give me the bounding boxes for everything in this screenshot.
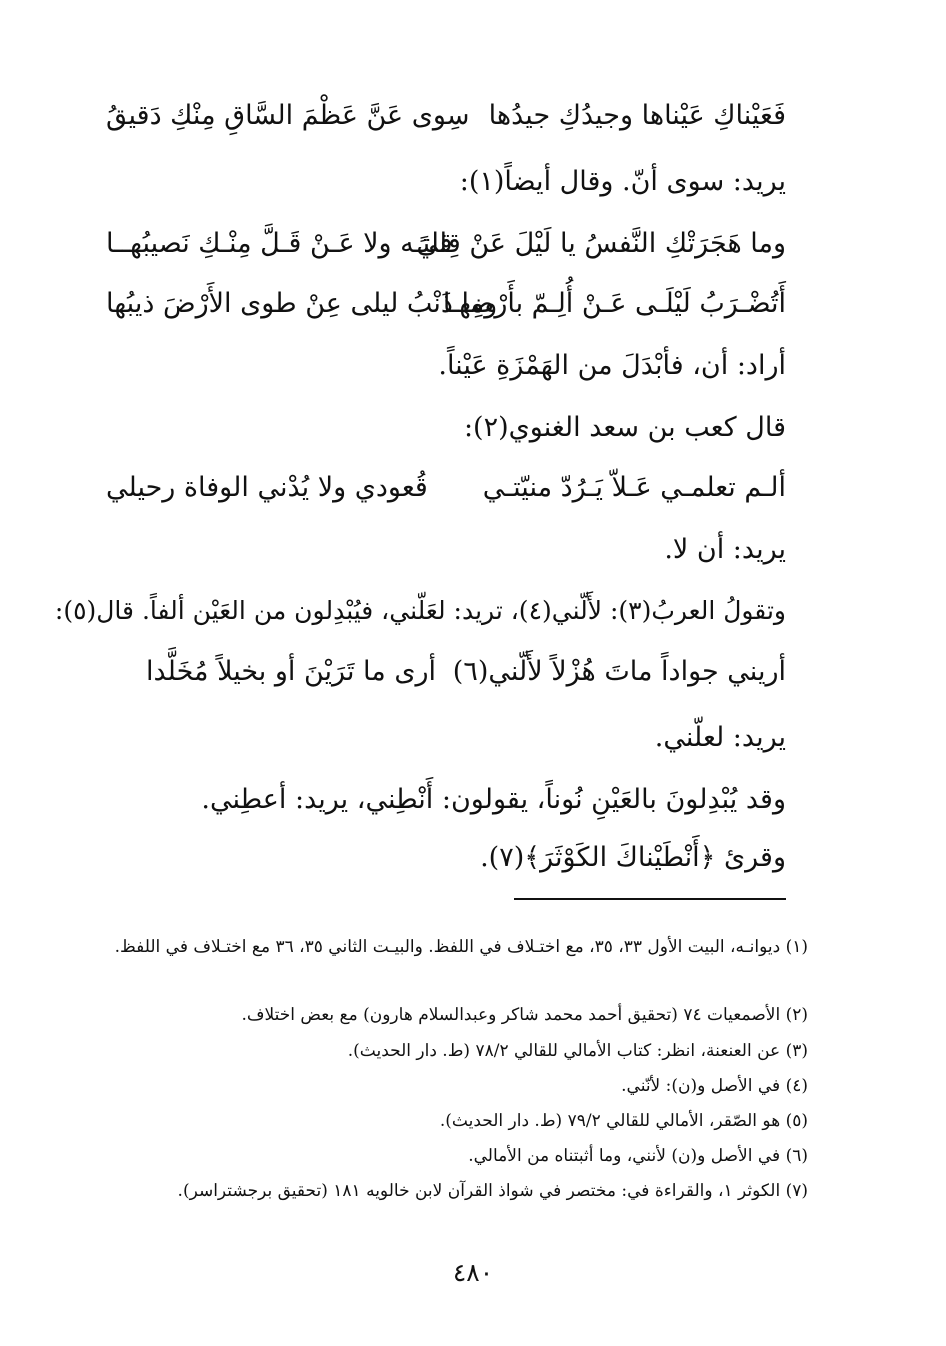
verse-5-second-hemistich: أرى ما تَرَيْنَ أو بخيلاً مُخَلَّدا <box>146 656 436 687</box>
verse-3-second-hemistich: وما ذَنْبُ ليلى عِنْ طوى الأَرْضَ ذيبُها <box>106 288 498 319</box>
verse-5-first-hemistich: أريني جواداً ماتَ هُزْلاً لأَلّني(٦) <box>452 656 786 687</box>
text-line-6: يريد: لعلّني. <box>654 722 786 753</box>
text-line-8: وقرئ ﴿أَنْطَيْناكَ الكَوْثَرَ﴾(٧). <box>480 842 786 873</box>
footnote-1: (١) ديوانـه، البيت الأول ٣٣، ٣٥، مع اختـلاف في اللفظ. والبيـت الثاني ٣٥، ٣٦ مع اختـلاف في اللفظ. <box>114 937 808 957</box>
text-line-1: يريد: سوى أنّ. وقال أيضاً(١): <box>459 166 786 197</box>
verse-3-first-hemistich: أَتُضْـرَبُ لَيْلَـى عَـنْ أُلِـمّ بأَرْضِهـا <box>442 288 786 319</box>
footnote-5: (٥) هو الصّقر، الأمالي للقالي ٧٩/٢ (ط. دار الحديث). <box>439 1111 808 1131</box>
verse-1-second-hemistich: سِوى عَنَّ عَظْمَ السَّاقِ مِنْكِ دَقيقُ <box>106 100 470 131</box>
text-line-5: وتقولُ العربُ(٣): لأَلّني(٤)، تريد: لعَلّني، فيُبْدِلون من العَيْن ألفاً. قال(٥): <box>54 596 786 625</box>
verse-4-first-hemistich: ألـم تعلمـي عَـلاّ يَـرُدّ منيّتـي <box>482 472 786 503</box>
text-line-4: يريد: أن لا. <box>664 534 786 565</box>
footnote-6: (٦) في الأصل و(ن) لأنني، وما أثبتناه من الأمالي. <box>468 1146 808 1166</box>
footnote-2: (٢) الأصمعيات ٧٤ (تحقيق أحمد محمد شاكر وعبدالسلام هارون) مع بعض اختلاف. <box>241 1005 808 1025</box>
text-line-7: وقد يُبْدِلونَ بالعَيْنِ نُوناً، يقولون: أَنْطِني، يريد: أعطِني. <box>201 784 786 815</box>
footnote-7: (٧) الكوثر ١، والقراءة في: مختصر في شواذ القرآن لابن خالويه ١٨١ (تحقيق برجشتراسر). <box>177 1181 808 1201</box>
page-number: ٤٨٠ <box>452 1258 494 1287</box>
verse-2-second-hemistich: قلتـه ولا عَـنْ قَـلَّ مِنْـكِ نَصيبُهــا <box>106 228 453 259</box>
footnote-4: (٤) في الأصل و(ن): لأنّني. <box>621 1076 808 1096</box>
verse-2-first-hemistich: وما هَجَرَتْكِ النَّفسُ يا لَيْلَ عَنْ قِليً <box>416 228 786 259</box>
verse-1-first-hemistich: فَعَيْناكِ عَيْناها وجيدُكِ جيدُها <box>488 100 786 131</box>
footnote-3: (٣) عن العنعنة، انظر: كتاب الأمالي للقالي ٧٨/٢ (ط. دار الحديث). <box>347 1041 808 1061</box>
verse-4-second-hemistich: قُعودي ولا يُدْني الوفاة رحيلي <box>106 472 428 503</box>
text-line-3: قال كعب بن سعد الغنوي(٢): <box>463 412 786 443</box>
footnote-divider <box>514 898 786 900</box>
text-line-2: أراد: أن، فأبْدَلَ من الهَمْزَةِ عَيْناً. <box>438 350 786 381</box>
